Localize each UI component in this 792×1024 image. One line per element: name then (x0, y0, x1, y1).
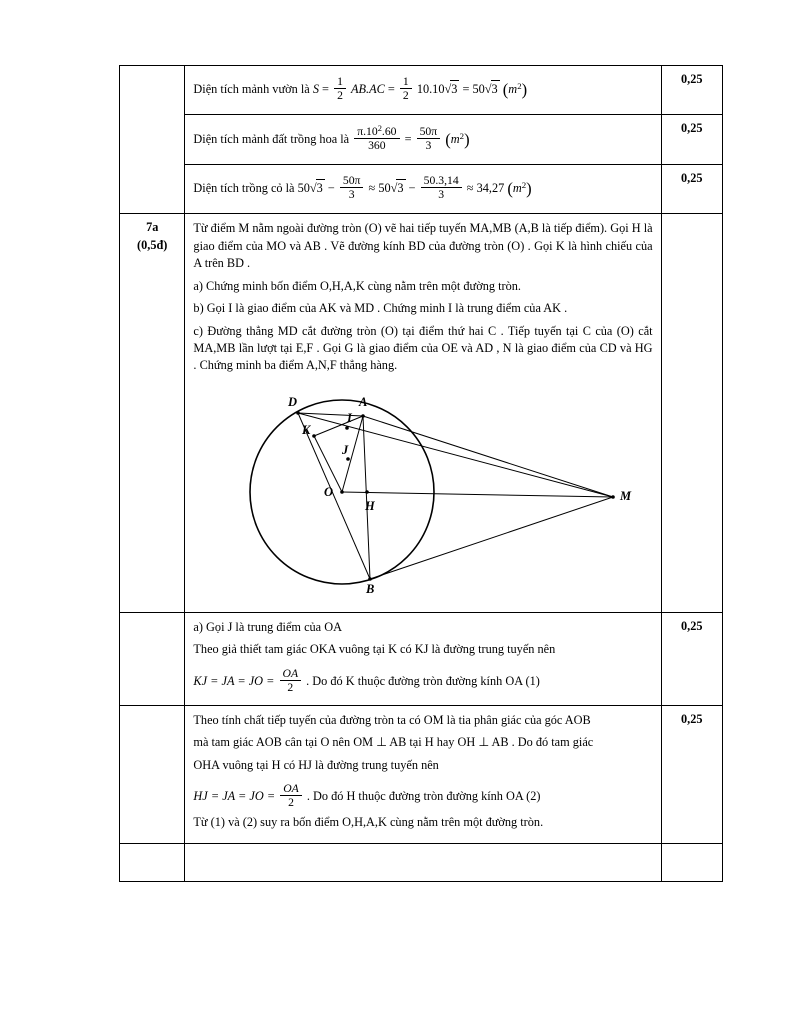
paren-open-3: ( (507, 179, 513, 199)
solution-block-2 (185, 705, 661, 843)
paren-open-2: ( (445, 129, 451, 149)
eq2: = (387, 82, 395, 97)
flower-den: 360 (354, 138, 399, 152)
sqrt-arg: 3 (450, 80, 459, 98)
segment-AM (363, 416, 613, 497)
kj-prefix: KJ = JA = JO = (193, 673, 275, 688)
point-M (611, 495, 615, 499)
score-cell: 0,25 (661, 612, 722, 705)
unit-sup-2: 2 (459, 130, 465, 141)
hj-prefix: HJ = JA = JO = (193, 789, 276, 804)
unit-m-2: m (450, 131, 460, 146)
grass-fraction-2: $\frac{50.3,14}{3}$ (421, 174, 462, 201)
solution-code-empty-2 (120, 705, 185, 843)
unit-sup-3: 2 (521, 180, 527, 191)
solution-2-line4 (193, 782, 652, 809)
oa-fraction-2: $\frac{OA}{2}$ (280, 782, 302, 809)
empty-code-cell (120, 843, 185, 881)
grass-approx: ≈ 50 (368, 181, 391, 196)
unit-sup: 2 (517, 81, 522, 92)
area-grass-text: Diện tích trồng cỏ là 50 (193, 181, 310, 196)
point-K (312, 434, 316, 438)
label-A: A (359, 394, 368, 409)
label-K: K (302, 422, 311, 437)
half-fraction: $\frac{1}{2}$ (334, 75, 346, 102)
paren-open: ( (502, 80, 509, 99)
area-garden-text: Diện tích mảnh vườn là (193, 82, 310, 97)
flower-fraction (354, 124, 399, 152)
unit-m: m (508, 82, 518, 97)
label-I: I (347, 410, 352, 425)
solution-2-line2: mà tam giác AOB cân tại O nên OM ⊥ AB tại H hay OH ⊥ AB . Do đó tam giác (193, 735, 594, 750)
solution-2-line3: OHA vuông tại H có HJ là đường trung tuyến nên (193, 757, 439, 772)
flower-eq: = (404, 131, 412, 146)
geometry-figure (195, 380, 651, 602)
area-grass-cell (185, 165, 661, 214)
solution-row-1 (120, 612, 723, 705)
point-O (340, 490, 344, 494)
problem-row (120, 214, 723, 613)
problem-code (120, 214, 185, 613)
sqrt-symbol-4: √ (390, 181, 398, 196)
sqrt-symbol-2: √ (484, 82, 492, 97)
solution-1-line3 (193, 667, 652, 694)
row-code-empty (120, 66, 185, 214)
sqrt-arg-3: 3 (316, 179, 325, 197)
problem-part-c: c) Đường thẳng MD cắt đường tròn (O) tại điểm thứ hai C . Tiếp tuyến tại C của (O) cắt MA,MB lần lượt tại E,F . Gọi G là giao điểm của OE và AD , N là giao điểm của CD và HG . Chứng minh ba điểm A,N,F thẳng hàng. (193, 323, 653, 373)
area-garden-s: S (312, 82, 319, 97)
score-cell: 0,25 (661, 66, 722, 115)
table-row (120, 66, 723, 115)
problem-statement-cell (185, 214, 661, 613)
grass-result: ≈ 34,27 (466, 181, 505, 196)
problem-part-b: b) Gọi I là giao điểm của AK và MD . Chứng minh I là trung điểm của AK . (193, 301, 568, 316)
solution-1-line2: Theo giả thiết tam giác OKA vuông tại K có KJ là đường trung tuyến nên (193, 642, 556, 657)
point-H (365, 490, 369, 494)
grass-minus-2: − (408, 181, 416, 196)
solution-code-empty-1 (120, 612, 185, 705)
hj-suffix: . Do đó H thuộc đường tròn đường kính OA (2) (306, 789, 541, 804)
eq3: = (462, 82, 470, 97)
half-fraction-2: $\frac{1}{2}$ (400, 75, 412, 102)
solution-2-line1 (193, 712, 652, 729)
area-garden-ab: AB.AC (350, 82, 385, 97)
grass-minus: − (327, 181, 335, 196)
label-M: M (620, 488, 632, 503)
segment-BM (370, 497, 613, 579)
area-garden-cell (185, 66, 661, 115)
oa-fraction-1: $\frac{OA}{2}$ (280, 667, 302, 694)
label-D: D (288, 394, 298, 409)
area-flower-cell (185, 115, 661, 165)
solution-block-1 (185, 612, 661, 705)
answer-table (119, 65, 723, 882)
problem-part-a: a) Chứng minh bốn điểm O,H,A,K cùng nằm trên một đường tròn. (193, 278, 521, 293)
paren-close-3: ) (526, 179, 532, 199)
empty-row (120, 843, 723, 881)
solution-2-line1-text: Theo tính chất tiếp tuyến của đường tròn ta có OM là tia phân giác của góc AOB (193, 712, 591, 727)
label-B: B (366, 581, 375, 596)
solution-2-line5: Từ (1) và (2) suy ra bốn điểm O,H,A,K cùng nằm trên một đường tròn. (193, 815, 544, 830)
score-cell: 0,25 (661, 165, 722, 214)
problem-code-line2: (0,5đ) (137, 237, 168, 252)
flower-fraction-2: $\frac{50\pi}{3}$ (417, 125, 441, 152)
area-garden-res: 50 (472, 82, 485, 97)
solution-1-line1: a) Gọi J là trung điểm của OA (193, 619, 342, 634)
sqrt-symbol-3: √ (309, 181, 317, 196)
flower-num: $\pi.10^2.60$ (357, 124, 397, 138)
geometry-svg (195, 380, 651, 602)
kj-suffix: . Do đó K thuộc đường tròn đường kính OA (1) (306, 673, 540, 688)
score-cell: 0,25 (661, 115, 722, 165)
score-cell: 0,25 (661, 705, 722, 843)
label-J: J (342, 442, 349, 457)
point-A (361, 414, 365, 418)
sqrt-symbol: √ (444, 82, 452, 97)
paren-close-2: ) (464, 129, 470, 149)
grass-fraction: $\frac{50\pi}{3}$ (340, 174, 364, 201)
problem-score-cell (661, 214, 722, 613)
solution-row-2 (120, 705, 723, 843)
empty-body-cell (185, 843, 661, 881)
area-garden-num: 10.10 (416, 82, 445, 97)
label-O: O (324, 484, 334, 499)
empty-score-cell (661, 843, 722, 881)
problem-code-line1: 7a (146, 220, 159, 235)
label-H: H (365, 498, 375, 513)
problem-intro: Từ điểm M nằm ngoài đường tròn (O) vẽ hai tiếp tuyến MA,MB (A,B là tiếp điểm). Gọi H là giao điểm của MO và AB . Vẽ đường kính BD của đường tròn (O) . Gọi K là hình chiếu của A trên BD . (193, 221, 653, 271)
paren-close: ) (521, 80, 528, 99)
sqrt-arg-2: 3 (491, 80, 500, 98)
table-row (120, 115, 723, 165)
area-flower-text: Diện tích mảnh đất trồng hoa là (193, 131, 350, 146)
table-row (120, 165, 723, 214)
sqrt-arg-4: 3 (396, 179, 405, 197)
eq1: = (322, 82, 329, 97)
segment-OM (342, 492, 613, 497)
unit-m-3: m (512, 181, 522, 196)
